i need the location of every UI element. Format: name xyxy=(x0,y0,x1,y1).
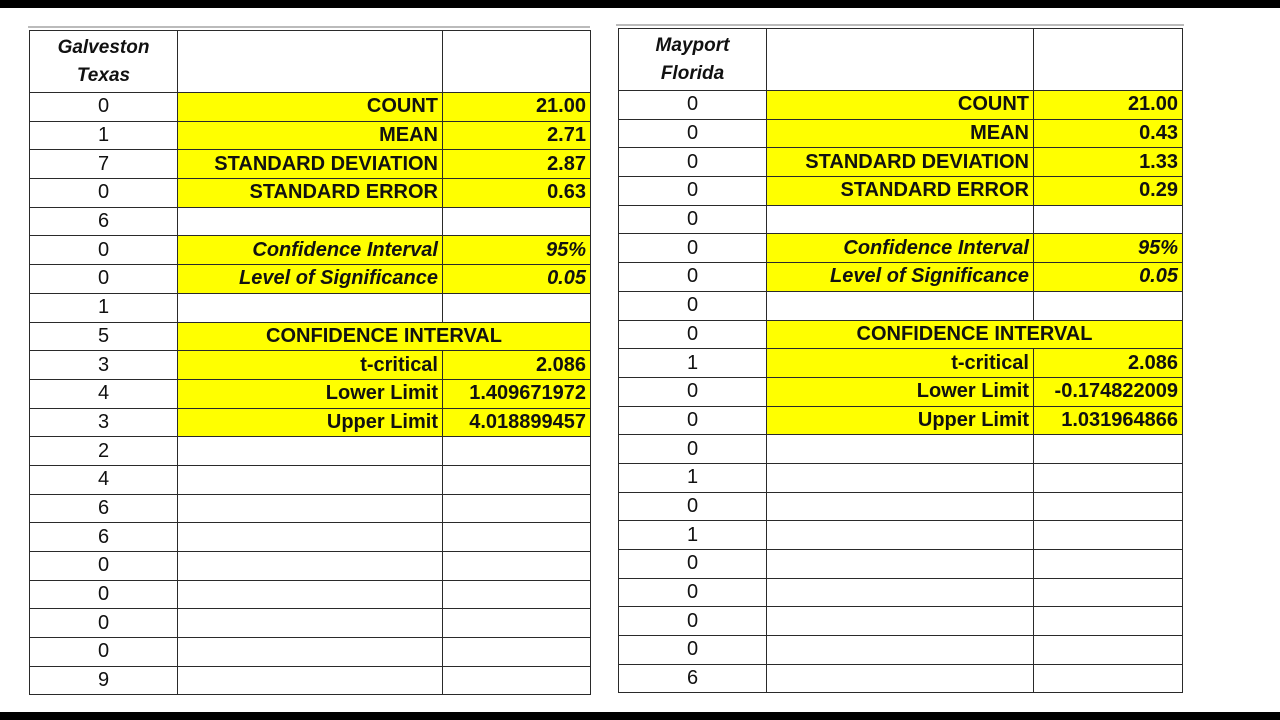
empty-cell[interactable] xyxy=(178,207,443,236)
data-cell[interactable]: 1 xyxy=(30,293,178,322)
empty-cell[interactable] xyxy=(1034,435,1183,464)
data-cell[interactable]: 0 xyxy=(619,234,767,263)
ci-value[interactable]: 95% xyxy=(1034,234,1183,263)
upper-limit-label[interactable]: Upper Limit xyxy=(767,406,1034,435)
empty-cell[interactable] xyxy=(178,293,443,322)
empty-cell[interactable] xyxy=(1034,521,1183,550)
lower-limit-value[interactable]: -0.174822009 xyxy=(1034,377,1183,406)
data-cell[interactable]: 0 xyxy=(30,93,178,122)
data-cell[interactable]: 0 xyxy=(619,148,767,177)
data-cell[interactable]: 0 xyxy=(619,263,767,292)
empty-cell[interactable] xyxy=(1034,463,1183,492)
empty-cell[interactable] xyxy=(443,207,591,236)
empty-cell[interactable] xyxy=(443,666,591,695)
significance-label[interactable]: Level of Significance xyxy=(767,263,1034,292)
empty-cell[interactable] xyxy=(443,580,591,609)
data-cell[interactable]: 0 xyxy=(619,291,767,320)
data-cell[interactable]: 1 xyxy=(619,349,767,378)
data-cell[interactable]: 0 xyxy=(30,609,178,638)
data-cell[interactable]: 6 xyxy=(30,494,178,523)
empty-cell[interactable] xyxy=(767,29,1034,91)
data-cell[interactable]: 5 xyxy=(30,322,178,351)
header-line-1: Mayport xyxy=(655,34,730,56)
header-line-2: Texas xyxy=(76,64,131,86)
mean-label[interactable]: MEAN xyxy=(178,121,443,150)
empty-cell[interactable] xyxy=(443,494,591,523)
tcritical-label[interactable]: t-critical xyxy=(767,349,1034,378)
empty-cell[interactable] xyxy=(767,463,1034,492)
empty-cell[interactable] xyxy=(1034,29,1183,91)
upper-limit-value[interactable]: 4.018899457 xyxy=(443,408,591,437)
ci-label[interactable]: Confidence Interval xyxy=(178,236,443,265)
galveston-stats-table xyxy=(29,30,591,695)
se-value[interactable]: 0.63 xyxy=(443,179,591,208)
empty-cell[interactable] xyxy=(443,638,591,667)
lower-limit-label[interactable]: Lower Limit xyxy=(178,379,443,408)
empty-cell[interactable] xyxy=(178,580,443,609)
empty-cell[interactable] xyxy=(178,437,443,466)
data-cell[interactable]: 0 xyxy=(619,607,767,636)
sd-value[interactable]: 2.87 xyxy=(443,150,591,179)
data-cell[interactable]: 7 xyxy=(30,150,178,179)
empty-cell[interactable] xyxy=(767,291,1034,320)
data-cell[interactable]: 0 xyxy=(619,636,767,665)
significance-label[interactable]: Level of Significance xyxy=(178,265,443,294)
data-cell[interactable]: 1 xyxy=(619,463,767,492)
significance-value[interactable]: 0.05 xyxy=(1034,263,1183,292)
sheet-top-border-right xyxy=(616,24,1184,26)
header-line-2: Florida xyxy=(660,62,725,84)
data-cell[interactable]: 0 xyxy=(619,205,767,234)
data-cell[interactable]: 0 xyxy=(619,119,767,148)
se-label[interactable]: STANDARD ERROR xyxy=(767,177,1034,206)
data-cell[interactable]: 3 xyxy=(30,351,178,380)
mean-value[interactable]: 2.71 xyxy=(443,121,591,150)
data-cell[interactable]: 0 xyxy=(619,320,767,349)
data-cell[interactable]: 0 xyxy=(619,91,767,120)
empty-cell[interactable] xyxy=(767,578,1034,607)
sd-label[interactable]: STANDARD DEVIATION xyxy=(178,150,443,179)
data-cell[interactable]: 9 xyxy=(30,666,178,695)
empty-cell[interactable] xyxy=(767,550,1034,579)
empty-cell[interactable] xyxy=(178,31,443,93)
empty-cell[interactable] xyxy=(443,31,591,93)
count-label[interactable]: COUNT xyxy=(178,93,443,122)
data-cell[interactable]: 2 xyxy=(30,437,178,466)
empty-cell[interactable] xyxy=(443,523,591,552)
empty-cell[interactable] xyxy=(178,552,443,581)
empty-cell[interactable] xyxy=(443,609,591,638)
sd-label[interactable]: STANDARD DEVIATION xyxy=(767,148,1034,177)
empty-cell[interactable] xyxy=(767,205,1034,234)
empty-cell[interactable] xyxy=(1034,664,1183,693)
data-cell[interactable]: 0 xyxy=(30,236,178,265)
data-cell[interactable]: 1 xyxy=(619,521,767,550)
data-cell[interactable]: 0 xyxy=(619,377,767,406)
empty-cell[interactable] xyxy=(767,607,1034,636)
data-cell[interactable]: 0 xyxy=(619,406,767,435)
data-cell[interactable]: 0 xyxy=(619,435,767,464)
data-cell[interactable]: 6 xyxy=(30,523,178,552)
header-line-1: Galveston xyxy=(57,36,150,58)
data-cell[interactable]: 0 xyxy=(30,552,178,581)
data-cell[interactable]: 4 xyxy=(30,379,178,408)
data-cell[interactable]: 0 xyxy=(30,580,178,609)
mayport-stats-table xyxy=(618,28,1183,693)
data-cell[interactable]: 0 xyxy=(30,179,178,208)
empty-cell[interactable] xyxy=(767,435,1034,464)
empty-cell[interactable] xyxy=(767,492,1034,521)
empty-cell[interactable] xyxy=(1034,636,1183,665)
empty-cell[interactable] xyxy=(178,465,443,494)
tcritical-value[interactable]: 2.086 xyxy=(443,351,591,380)
tcritical-label[interactable]: t-critical xyxy=(178,351,443,380)
mean-value[interactable]: 0.43 xyxy=(1034,119,1183,148)
data-cell[interactable]: 6 xyxy=(30,207,178,236)
ci-label[interactable]: Confidence Interval xyxy=(767,234,1034,263)
empty-cell[interactable] xyxy=(443,437,591,466)
tcritical-value[interactable]: 2.086 xyxy=(1034,349,1183,378)
data-cell[interactable]: 4 xyxy=(30,465,178,494)
data-cell[interactable]: 0 xyxy=(619,177,767,206)
sd-value[interactable]: 1.33 xyxy=(1034,148,1183,177)
empty-cell[interactable] xyxy=(1034,291,1183,320)
upper-limit-value[interactable]: 1.031964866 xyxy=(1034,406,1183,435)
empty-cell[interactable] xyxy=(178,638,443,667)
ci-title[interactable]: CONFIDENCE INTERVAL xyxy=(178,322,591,351)
data-cell[interactable]: 0 xyxy=(30,638,178,667)
empty-cell[interactable] xyxy=(767,664,1034,693)
empty-cell[interactable] xyxy=(178,609,443,638)
count-label[interactable]: COUNT xyxy=(767,91,1034,120)
data-cell[interactable]: 0 xyxy=(619,550,767,579)
mean-label[interactable]: MEAN xyxy=(767,119,1034,148)
empty-cell[interactable] xyxy=(1034,607,1183,636)
empty-cell[interactable] xyxy=(1034,205,1183,234)
empty-cell[interactable] xyxy=(767,521,1034,550)
sheet-top-border-left xyxy=(28,26,590,28)
empty-cell[interactable] xyxy=(1034,550,1183,579)
empty-cell[interactable] xyxy=(1034,578,1183,607)
empty-cell[interactable] xyxy=(178,666,443,695)
lower-limit-value[interactable]: 1.409671972 xyxy=(443,379,591,408)
empty-cell[interactable] xyxy=(443,293,591,322)
significance-value[interactable]: 0.05 xyxy=(443,265,591,294)
column-header-mayport[interactable] xyxy=(619,29,767,91)
upper-limit-label[interactable]: Upper Limit xyxy=(178,408,443,437)
empty-cell[interactable] xyxy=(178,494,443,523)
ci-value[interactable]: 95% xyxy=(443,236,591,265)
column-header-galveston[interactable] xyxy=(30,31,178,93)
data-cell[interactable]: 3 xyxy=(30,408,178,437)
data-cell[interactable]: 1 xyxy=(30,121,178,150)
lower-limit-label[interactable]: Lower Limit xyxy=(767,377,1034,406)
data-cell[interactable]: 6 xyxy=(619,664,767,693)
empty-cell[interactable] xyxy=(443,552,591,581)
data-cell[interactable]: 0 xyxy=(30,265,178,294)
data-cell[interactable]: 0 xyxy=(619,492,767,521)
count-value[interactable]: 21.00 xyxy=(443,93,591,122)
data-cell[interactable]: 0 xyxy=(619,578,767,607)
empty-cell[interactable] xyxy=(1034,492,1183,521)
count-value[interactable]: 21.00 xyxy=(1034,91,1183,120)
empty-cell[interactable] xyxy=(443,465,591,494)
se-value[interactable]: 0.29 xyxy=(1034,177,1183,206)
ci-title[interactable]: CONFIDENCE INTERVAL xyxy=(767,320,1183,349)
se-label[interactable]: STANDARD ERROR xyxy=(178,179,443,208)
empty-cell[interactable] xyxy=(178,523,443,552)
empty-cell[interactable] xyxy=(767,636,1034,665)
